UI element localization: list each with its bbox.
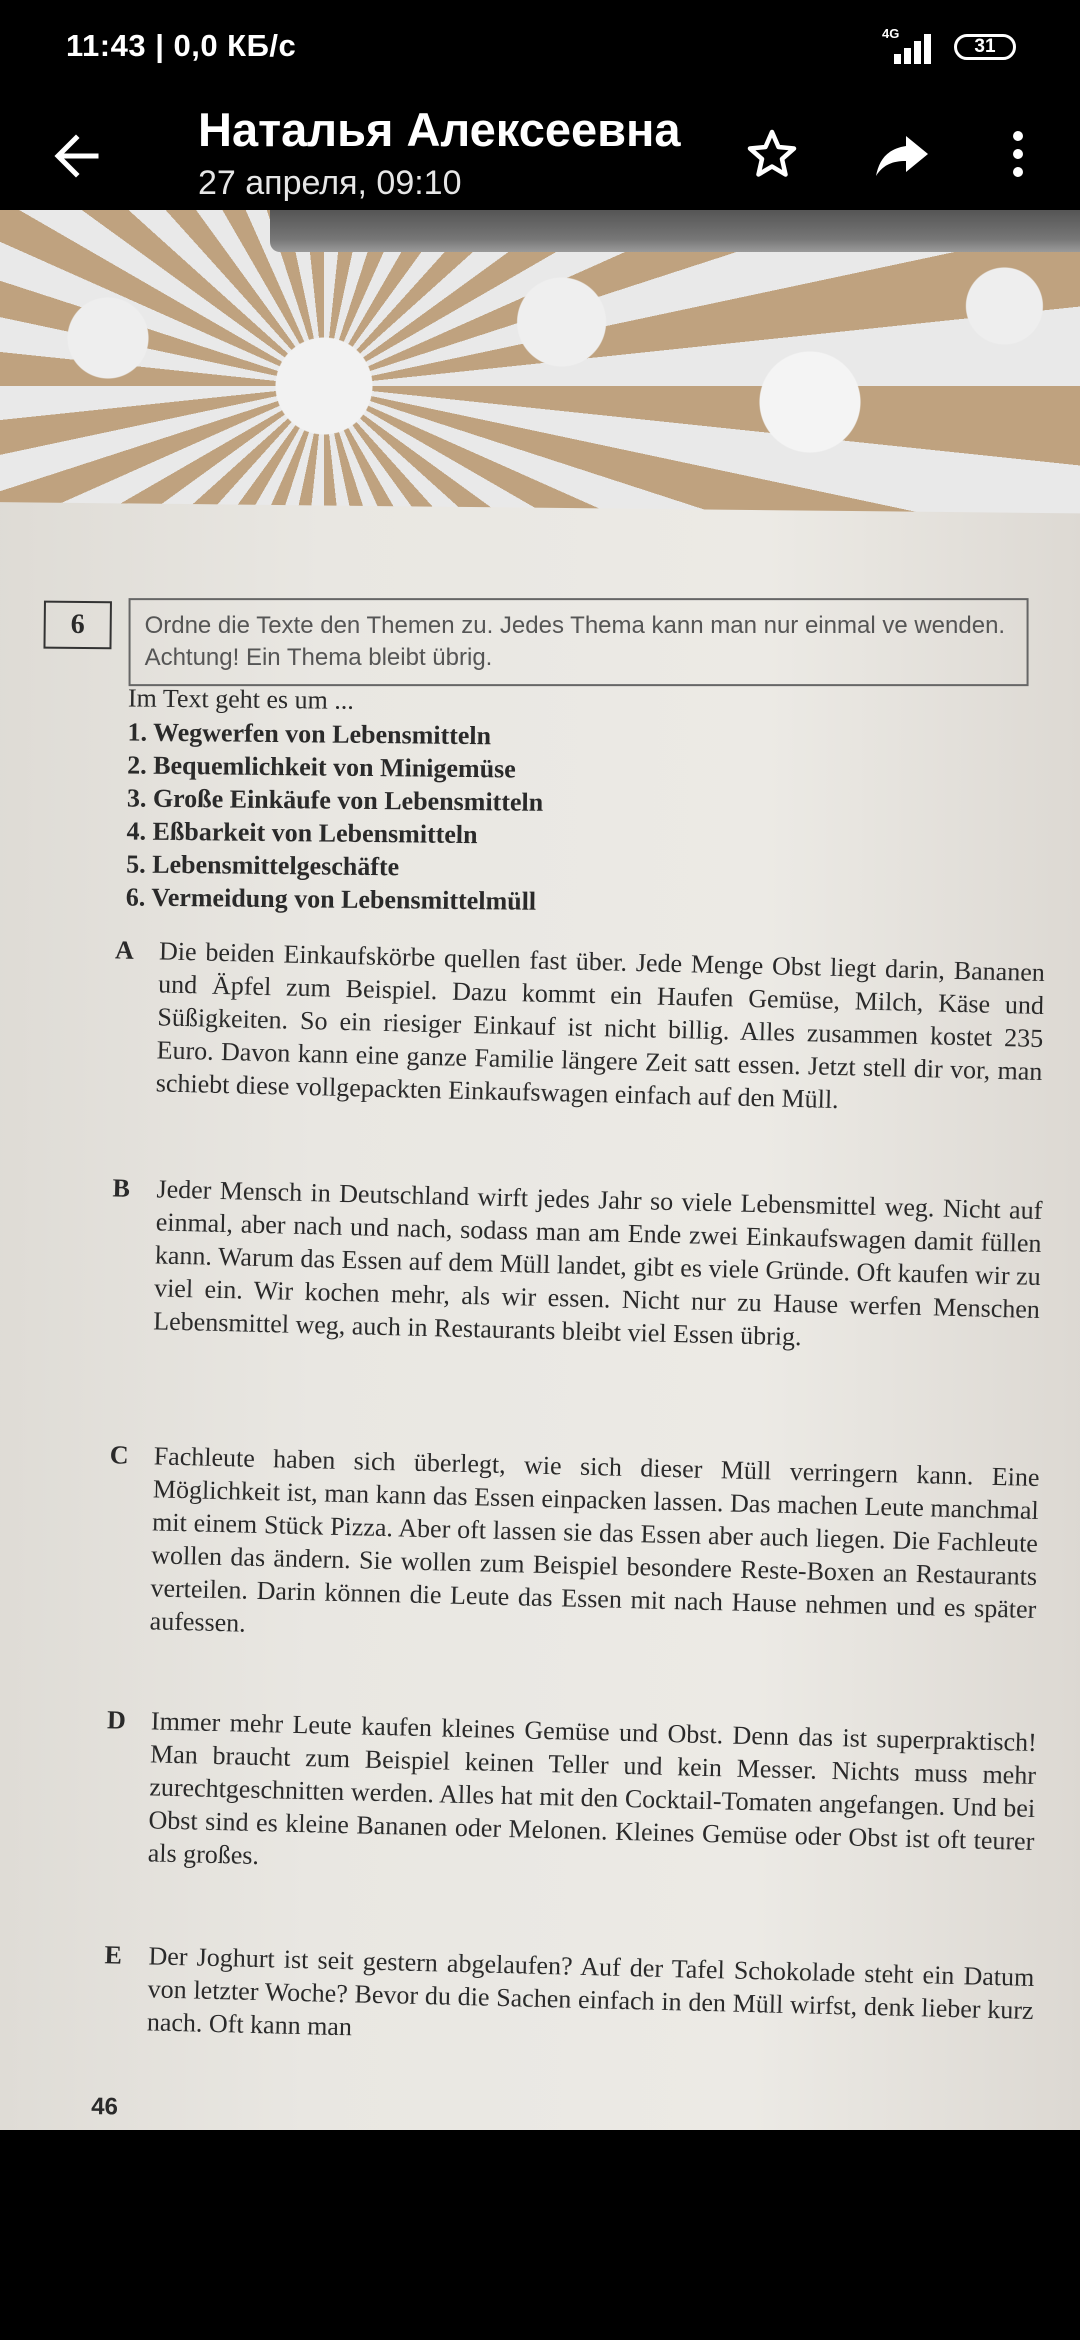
laptop-edge bbox=[270, 210, 1080, 252]
battery-level: 31 bbox=[974, 36, 996, 57]
page-number: 46 bbox=[91, 2093, 119, 2121]
photo-image[interactable] bbox=[0, 210, 1080, 2130]
paragraph-e bbox=[103, 1938, 1035, 2060]
status-bar bbox=[0, 0, 1080, 96]
topics-lead: Im Text geht es um ... bbox=[127, 683, 354, 715]
topic-item: 2. Bequemlichkeit von Minigemüse bbox=[127, 750, 516, 784]
tablecloth-background bbox=[0, 210, 1080, 530]
textbook-page bbox=[0, 502, 1080, 2130]
more-vert-icon[interactable] bbox=[986, 122, 1050, 186]
topic-item: 4. Eßbarkeit von Lebensmitteln bbox=[126, 816, 478, 850]
paragraph-b bbox=[109, 1171, 1043, 1359]
topic-item: 5. Lebensmittelgeschäfte bbox=[126, 849, 400, 882]
network-type-label: 4G bbox=[882, 26, 900, 41]
topic-list bbox=[126, 715, 544, 917]
page-content bbox=[0, 502, 1070, 2130]
paragraph-text: Die beiden Einkaufskörbe quellen fast über. Jede Menge Obst liegt darin, Bananen und Äpfel zum Beispiel. Dazu kommt ein Haufen Gemüse, Milch, Käse und Süßigkeiten. So ein riesiger Einkauf ist nicht billig. Alles zusammen kostet 235 Euro. Davon kann eine ganze Familie längere Zeit satt essen. Jetzt stell dir vor, man schiebt diese vollgepackten Einkaufswagen einfach auf den Müll. bbox=[155, 936, 1046, 1115]
paragraph-text: Jeder Mensch in Deutschland wirft jedes Jahr so viele Lebensmittel weg. Nicht auf einmal, aber nach und nach, sodass man am Ende zwei Einkaufswagen damit füllen kann. Warum das Essen auf dem Müll landet, gibt es viele Gründe. Oft kaufen wir zu viel ein. Wir kochen mehr, als wir essen. Nicht nur zu Hause werfen Menschen Lebensmittel weg, auch in Restaurants bleibt viel Essen übrig. bbox=[153, 1174, 1043, 1352]
back-arrow-icon[interactable] bbox=[48, 126, 108, 186]
paragraph-c bbox=[105, 1438, 1040, 1659]
battery-icon bbox=[954, 34, 1016, 60]
paragraph-letter: B bbox=[112, 1173, 131, 1203]
message-date: 27 апреля, 09:10 bbox=[198, 164, 462, 202]
paragraph-text: Der Joghurt ist seit gestern abgelaufen? Auf der Tafel Schokolade steht ein Datum von letzter Woche? Bevor du die Sachen einfach in den Müll wirfst, denk lieber kurz nach. Oft kann man bbox=[146, 1941, 1035, 2042]
star-icon[interactable] bbox=[740, 122, 804, 186]
share-icon[interactable] bbox=[870, 122, 934, 186]
paragraph-letter: D bbox=[106, 1705, 127, 1735]
status-time: 11:43 | 0,0 КБ/с bbox=[66, 28, 297, 63]
task-number: 6 bbox=[43, 601, 111, 650]
task-instruction: Ordne die Texte den Themen zu. Jedes Thema kann man nur einmal ve wenden. Achtung! Ein Thema bleibt übrig. bbox=[129, 598, 1029, 686]
topic-item: 1. Wegwerfen von Lebensmitteln bbox=[127, 717, 492, 751]
topic-item: 3. Große Einkäufe von Lebensmitteln bbox=[126, 783, 544, 817]
sender-name: Наталья Алексеевна bbox=[198, 103, 681, 156]
paragraph-a bbox=[111, 933, 1045, 1121]
topic-item: 6. Vermeidung von Lebensmittelmüll bbox=[125, 882, 537, 916]
paragraph-letter: E bbox=[104, 1940, 123, 1970]
paragraph-text: Immer mehr Leute kaufen kleines Gemüse und Obst. Denn das ist superpraktisch! Man braucht zum Beispiel keinen Teller und kein Messer. Nichts muss mehr zurechtgeschnitten werden. Alles hat mit den Cocktail-Tomaten angefangen. Und bei Obst sind es kleine Bananen oder Melonen. Kleines Gemüse oder Obst ist oft teurer als großes. bbox=[147, 1706, 1038, 1871]
paragraph-letter: A bbox=[114, 935, 135, 965]
paragraph-letter: C bbox=[109, 1440, 129, 1470]
app-bar bbox=[0, 96, 1080, 210]
signal-icon bbox=[886, 30, 938, 64]
paragraph-d bbox=[103, 1703, 1037, 1891]
paragraph-text: Fachleute haben sich überlegt, wie sich dieser Müll verringern kann. Eine Möglichkeit ist, man kann das Essen einpacken lassen. Das machen Leute manchmal mit einem Stück Pizza. Aber oft lassen sie das Essen aber auch liegen. Die Fachleute wollen das ändern. Sie wollen zum Beispiel besondere Reste-Boxen an Restaurants verteilen. Darin können die Leute das Essen mit nach Hause nehmen und es später aufessen. bbox=[149, 1441, 1040, 1638]
bottom-area bbox=[0, 2130, 1080, 2340]
